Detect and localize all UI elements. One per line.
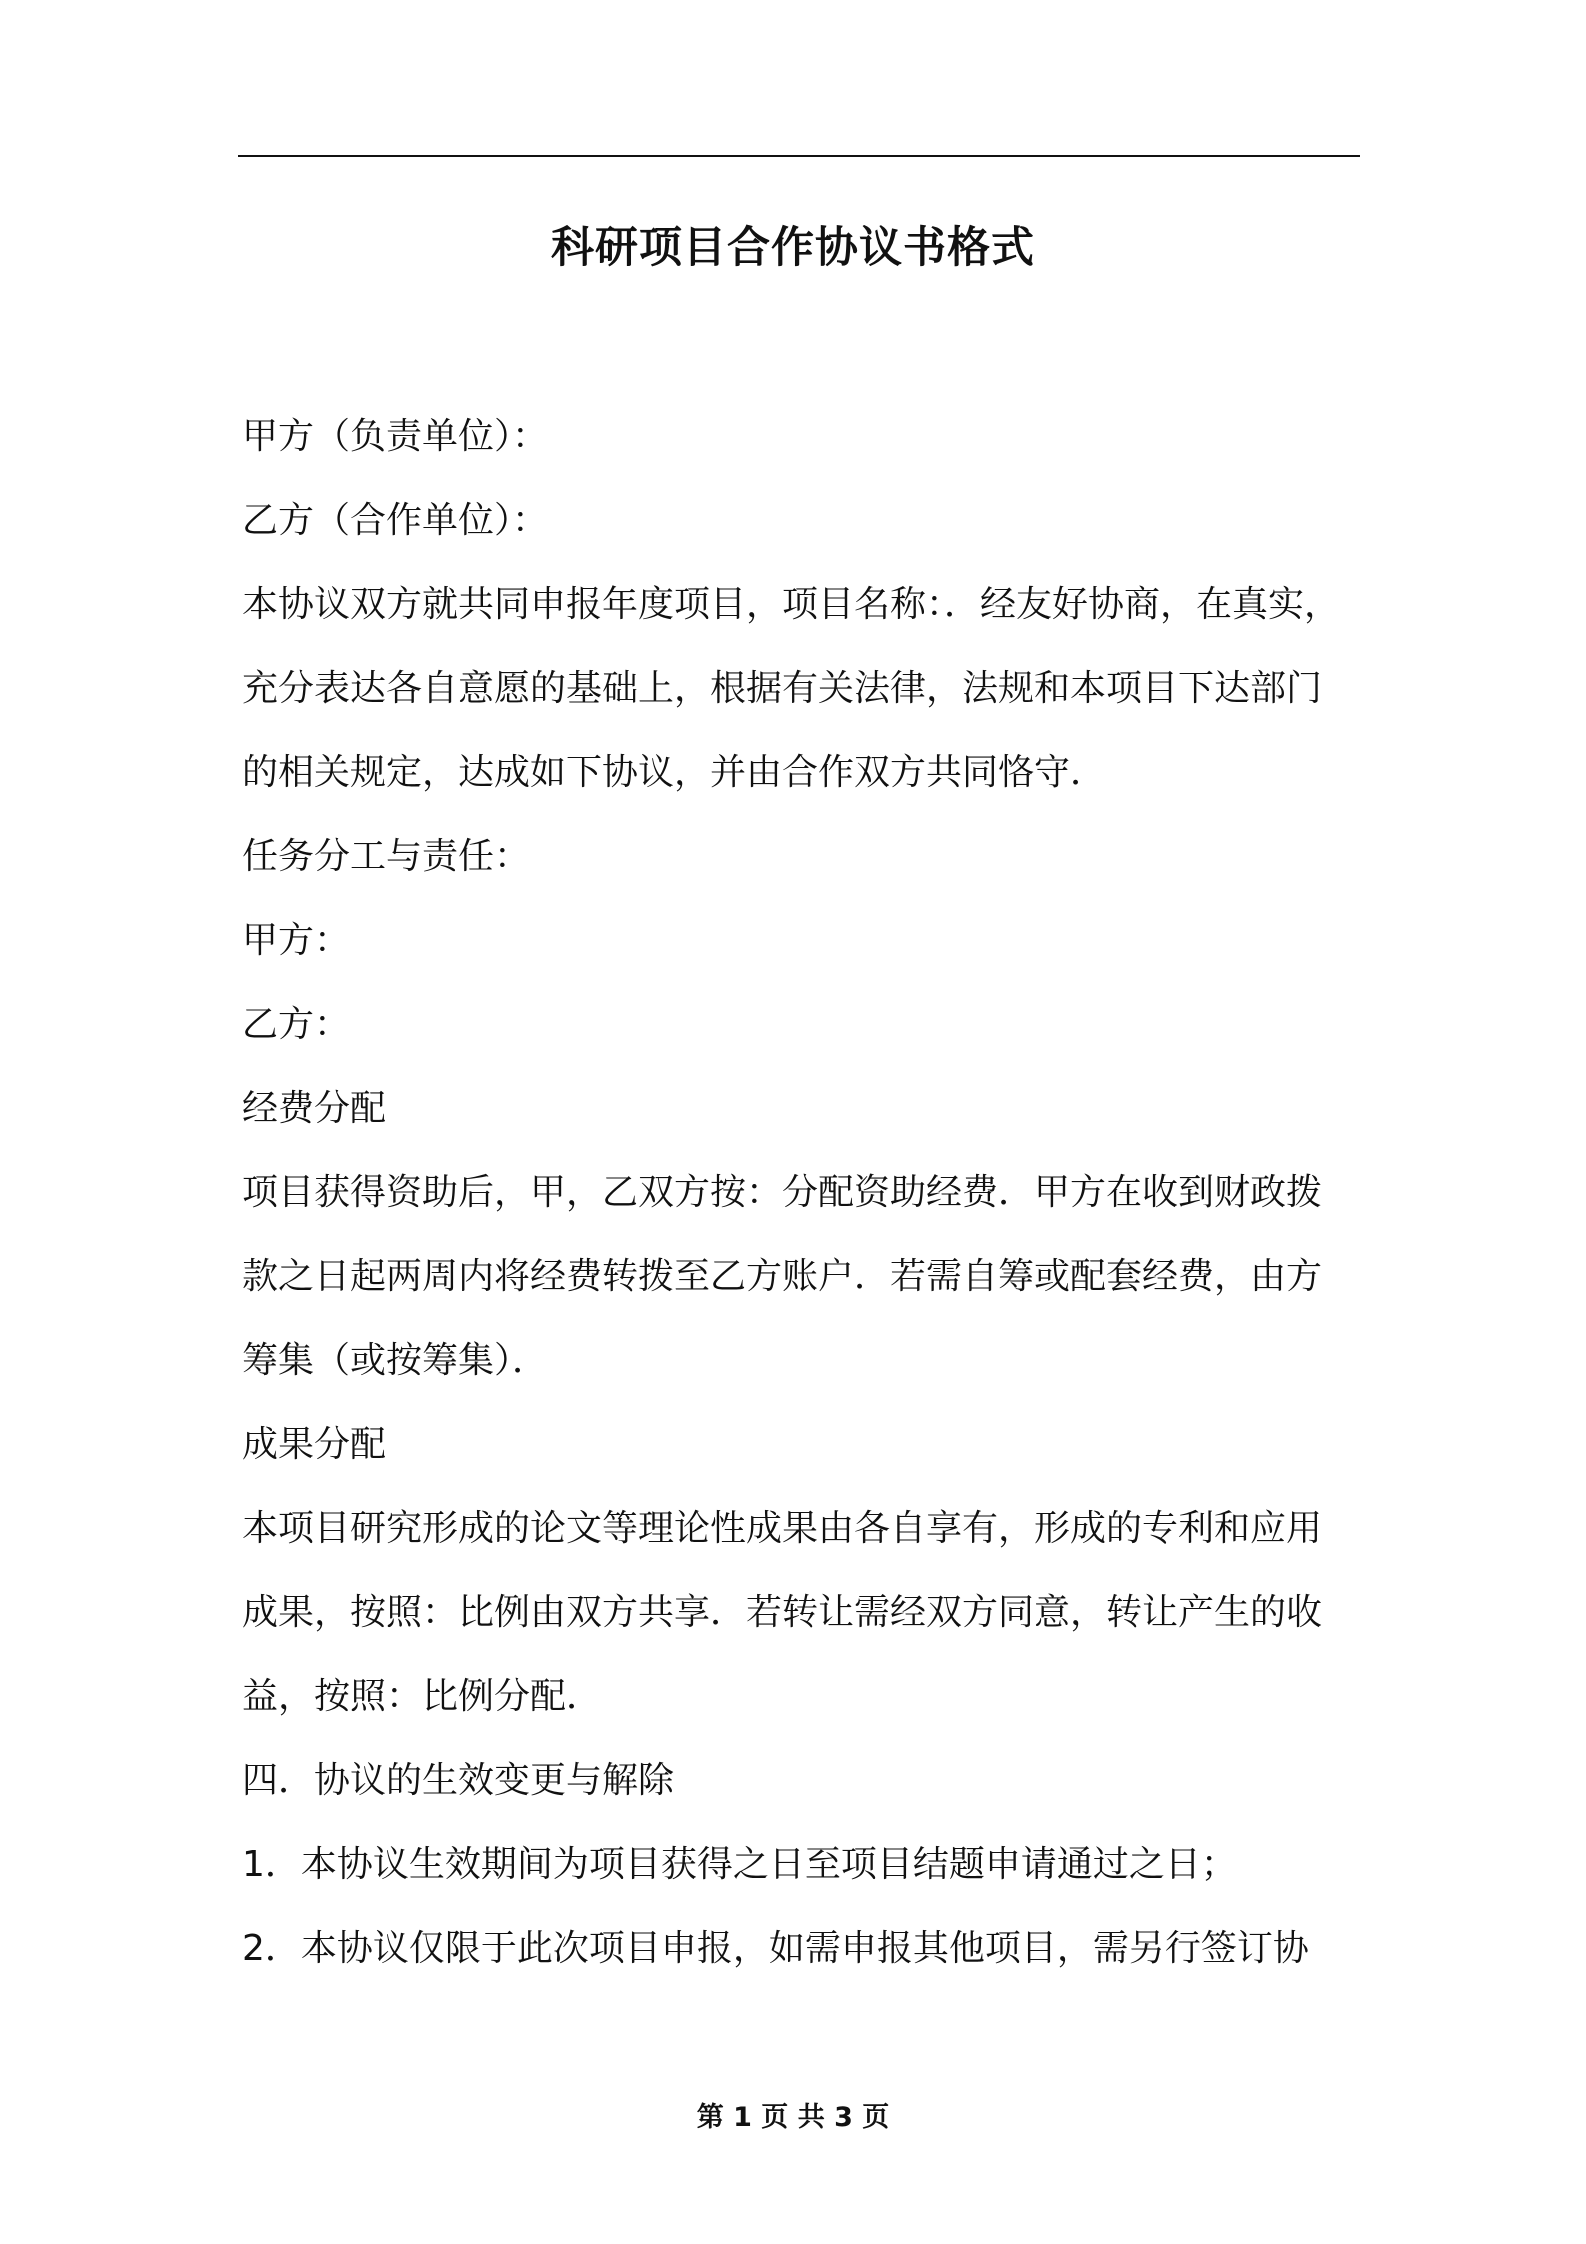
intro-paragraph-line: 的相关规定，达成如下协议，并由合作双方共同恪守． bbox=[242, 752, 1107, 793]
results-paragraph-line: 本项目研究形成的论文等理论性成果由各自享有，形成的专利和应用 bbox=[242, 1508, 1323, 1549]
funding-paragraph-line: 项目获得资助后，甲，乙双方按：分配资助经费．甲方在收到财政拨 bbox=[242, 1172, 1323, 1213]
intro-paragraph-line: 本协议双方就共同申报年度项目，项目名称：．经友好协商，在真实， bbox=[242, 584, 1341, 625]
intro-paragraph-line: 充分表达各自意愿的基础上，根据有关法律，法规和本项目下达部门 bbox=[242, 668, 1323, 709]
section-heading-results: 成果分配 bbox=[242, 1424, 387, 1465]
header-rule bbox=[238, 155, 1360, 157]
section-heading-validity: 四．协议的生效变更与解除 bbox=[242, 1760, 675, 1801]
party-a-label: 甲方（负责单位）： bbox=[242, 416, 549, 457]
results-paragraph-line: 成果，按照：比例由双方共享．若转让需经双方同意，转让产生的收 bbox=[242, 1592, 1323, 1633]
document-body bbox=[242, 395, 1372, 1991]
document-title: 科研项目合作协议书格式 bbox=[551, 223, 1035, 273]
page-number-footer: 第 1 页 共 3 页 bbox=[696, 2102, 890, 2133]
clause-item-2: 2．本协议仅限于此次项目申报，如需申报其他项目，需另行签订协 bbox=[242, 1928, 1309, 1969]
results-paragraph-line: 益，按照：比例分配． bbox=[242, 1676, 603, 1717]
section-heading-tasks: 任务分工与责任： bbox=[242, 836, 531, 877]
funding-paragraph-line: 款之日起两周内将经费转拨至乙方账户．若需自筹或配套经费，由方 bbox=[242, 1256, 1323, 1297]
party-b-task: 乙方： bbox=[242, 1004, 351, 1045]
party-b-label: 乙方（合作单位）： bbox=[242, 500, 549, 541]
clause-item-1: 1．本协议生效期间为项目获得之日至项目结题申请通过之日； bbox=[242, 1844, 1237, 1885]
section-heading-funding: 经费分配 bbox=[242, 1088, 387, 1129]
party-a-task: 甲方： bbox=[242, 920, 351, 961]
funding-paragraph-line: 筹集（或按筹集）． bbox=[242, 1340, 549, 1381]
